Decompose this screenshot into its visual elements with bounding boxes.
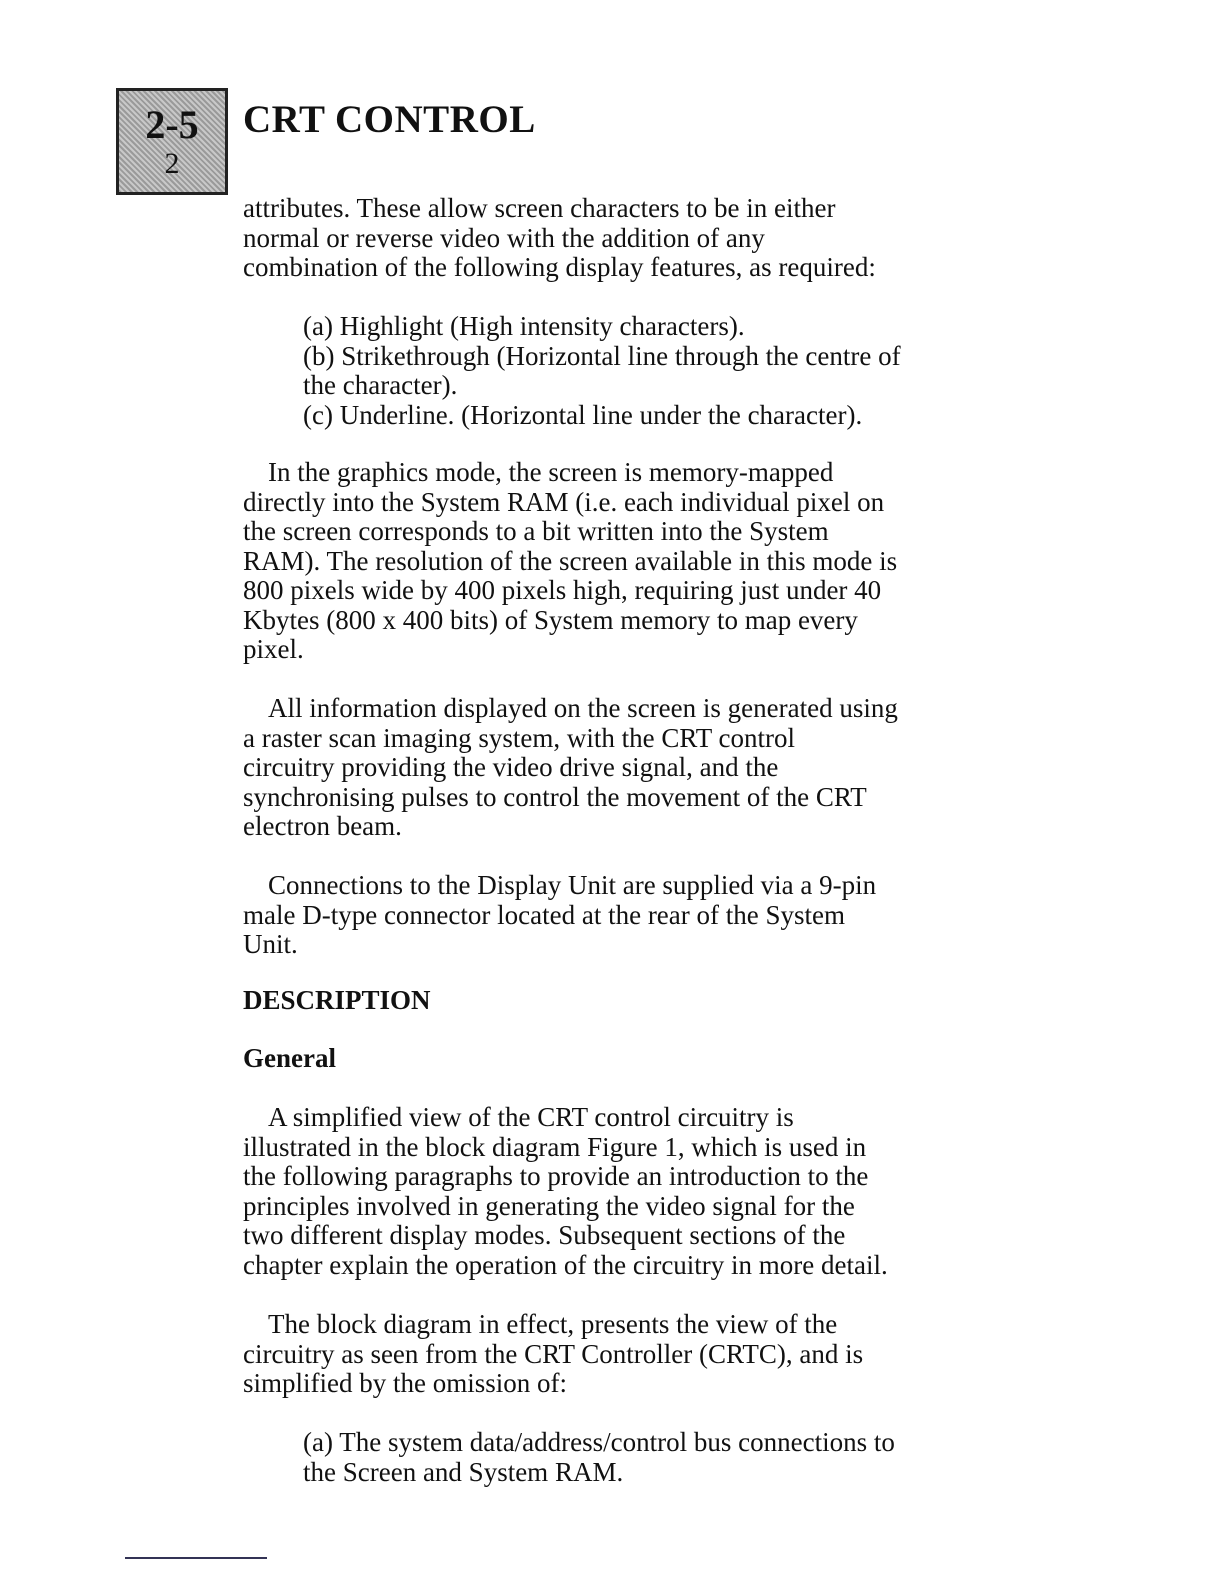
text-line: circuitry as seen from the CRT Controller (CRTC), and is — [243, 1338, 864, 1369]
text-line: normal or reverse video with the addition of any — [243, 222, 765, 253]
text-line: The block diagram in effect, presents the view of the — [268, 1309, 838, 1339]
text-line: attributes. These allow screen characters to be in either — [243, 193, 836, 223]
section-subnumber: 2 — [164, 147, 180, 180]
text-line: (a) The system data/address/control bus connections to — [303, 1427, 895, 1457]
heading-description: DESCRIPTION — [243, 985, 431, 1015]
text-line: (c) Underline. (Horizontal line under the character). — [303, 399, 863, 430]
paragraph — [243, 1310, 863, 1399]
text-line: circuitry providing the video drive signal, and the — [243, 752, 779, 782]
page-title: CRT CONTROL — [243, 98, 536, 141]
omission-list — [303, 1428, 895, 1487]
text-line: Unit. — [243, 929, 298, 959]
text-line: principles involved in generating the video signal for the — [243, 1190, 855, 1221]
text-line: illustrated in the block diagram Figure 1, which is used in — [243, 1131, 867, 1162]
text-line: (b) Strikethrough (Horizontal line through the centre of — [303, 340, 901, 371]
text-line: a raster scan imaging system, with the CRT control — [243, 722, 796, 753]
paragraph — [243, 694, 898, 842]
text-line: the Screen and System RAM. — [303, 1456, 624, 1487]
text-line: 800 pixels wide by 400 pixels high, requiring just under 40 — [243, 575, 882, 605]
section-number-box — [116, 88, 228, 195]
text-line: chapter explain the operation of the circuitry in more detail. — [243, 1249, 888, 1280]
text-line: synchronising pulses to control the movement of the CRT — [243, 781, 867, 812]
text-line: combination of the following display features, as required: — [243, 252, 876, 282]
text-line: In the graphics mode, the screen is memory-mapped — [268, 457, 834, 487]
paragraph — [243, 1103, 888, 1280]
text-line: (a) Highlight (High intensity characters). — [303, 311, 745, 341]
text-line: the character). — [303, 370, 458, 400]
text-line: simplified by the omission of: — [243, 1368, 567, 1398]
text-line: RAM). The resolution of the screen available in this mode is — [243, 545, 898, 576]
feature-list — [303, 312, 901, 430]
section-number: 2-5 — [145, 102, 199, 147]
paragraph — [243, 194, 876, 283]
paragraph — [243, 458, 897, 665]
footer-rule — [125, 1557, 267, 1559]
text-line: Connections to the Display Unit are supplied via a 9-pin — [268, 870, 877, 900]
text-line: Kbytes (800 x 400 bits) of System memory to map every — [243, 604, 858, 635]
text-line: electron beam. — [243, 811, 402, 841]
text-line: directly into the System RAM (i.e. each individual pixel on — [243, 486, 885, 517]
text-line: pixel. — [243, 634, 304, 664]
text-line: the screen corresponds to a bit written into the System — [243, 516, 829, 546]
text-line: All information displayed on the screen is generated using — [268, 693, 898, 723]
heading-general: General — [243, 1043, 336, 1073]
paragraph — [243, 871, 876, 960]
text-line: male D-type connector located at the rear of the System — [243, 899, 846, 930]
text-line: the following paragraphs to provide an introduction to the — [243, 1161, 869, 1191]
text-line: A simplified view of the CRT control circuitry is — [268, 1102, 794, 1132]
text-line: two different display modes. Subsequent sections of the — [243, 1220, 846, 1250]
